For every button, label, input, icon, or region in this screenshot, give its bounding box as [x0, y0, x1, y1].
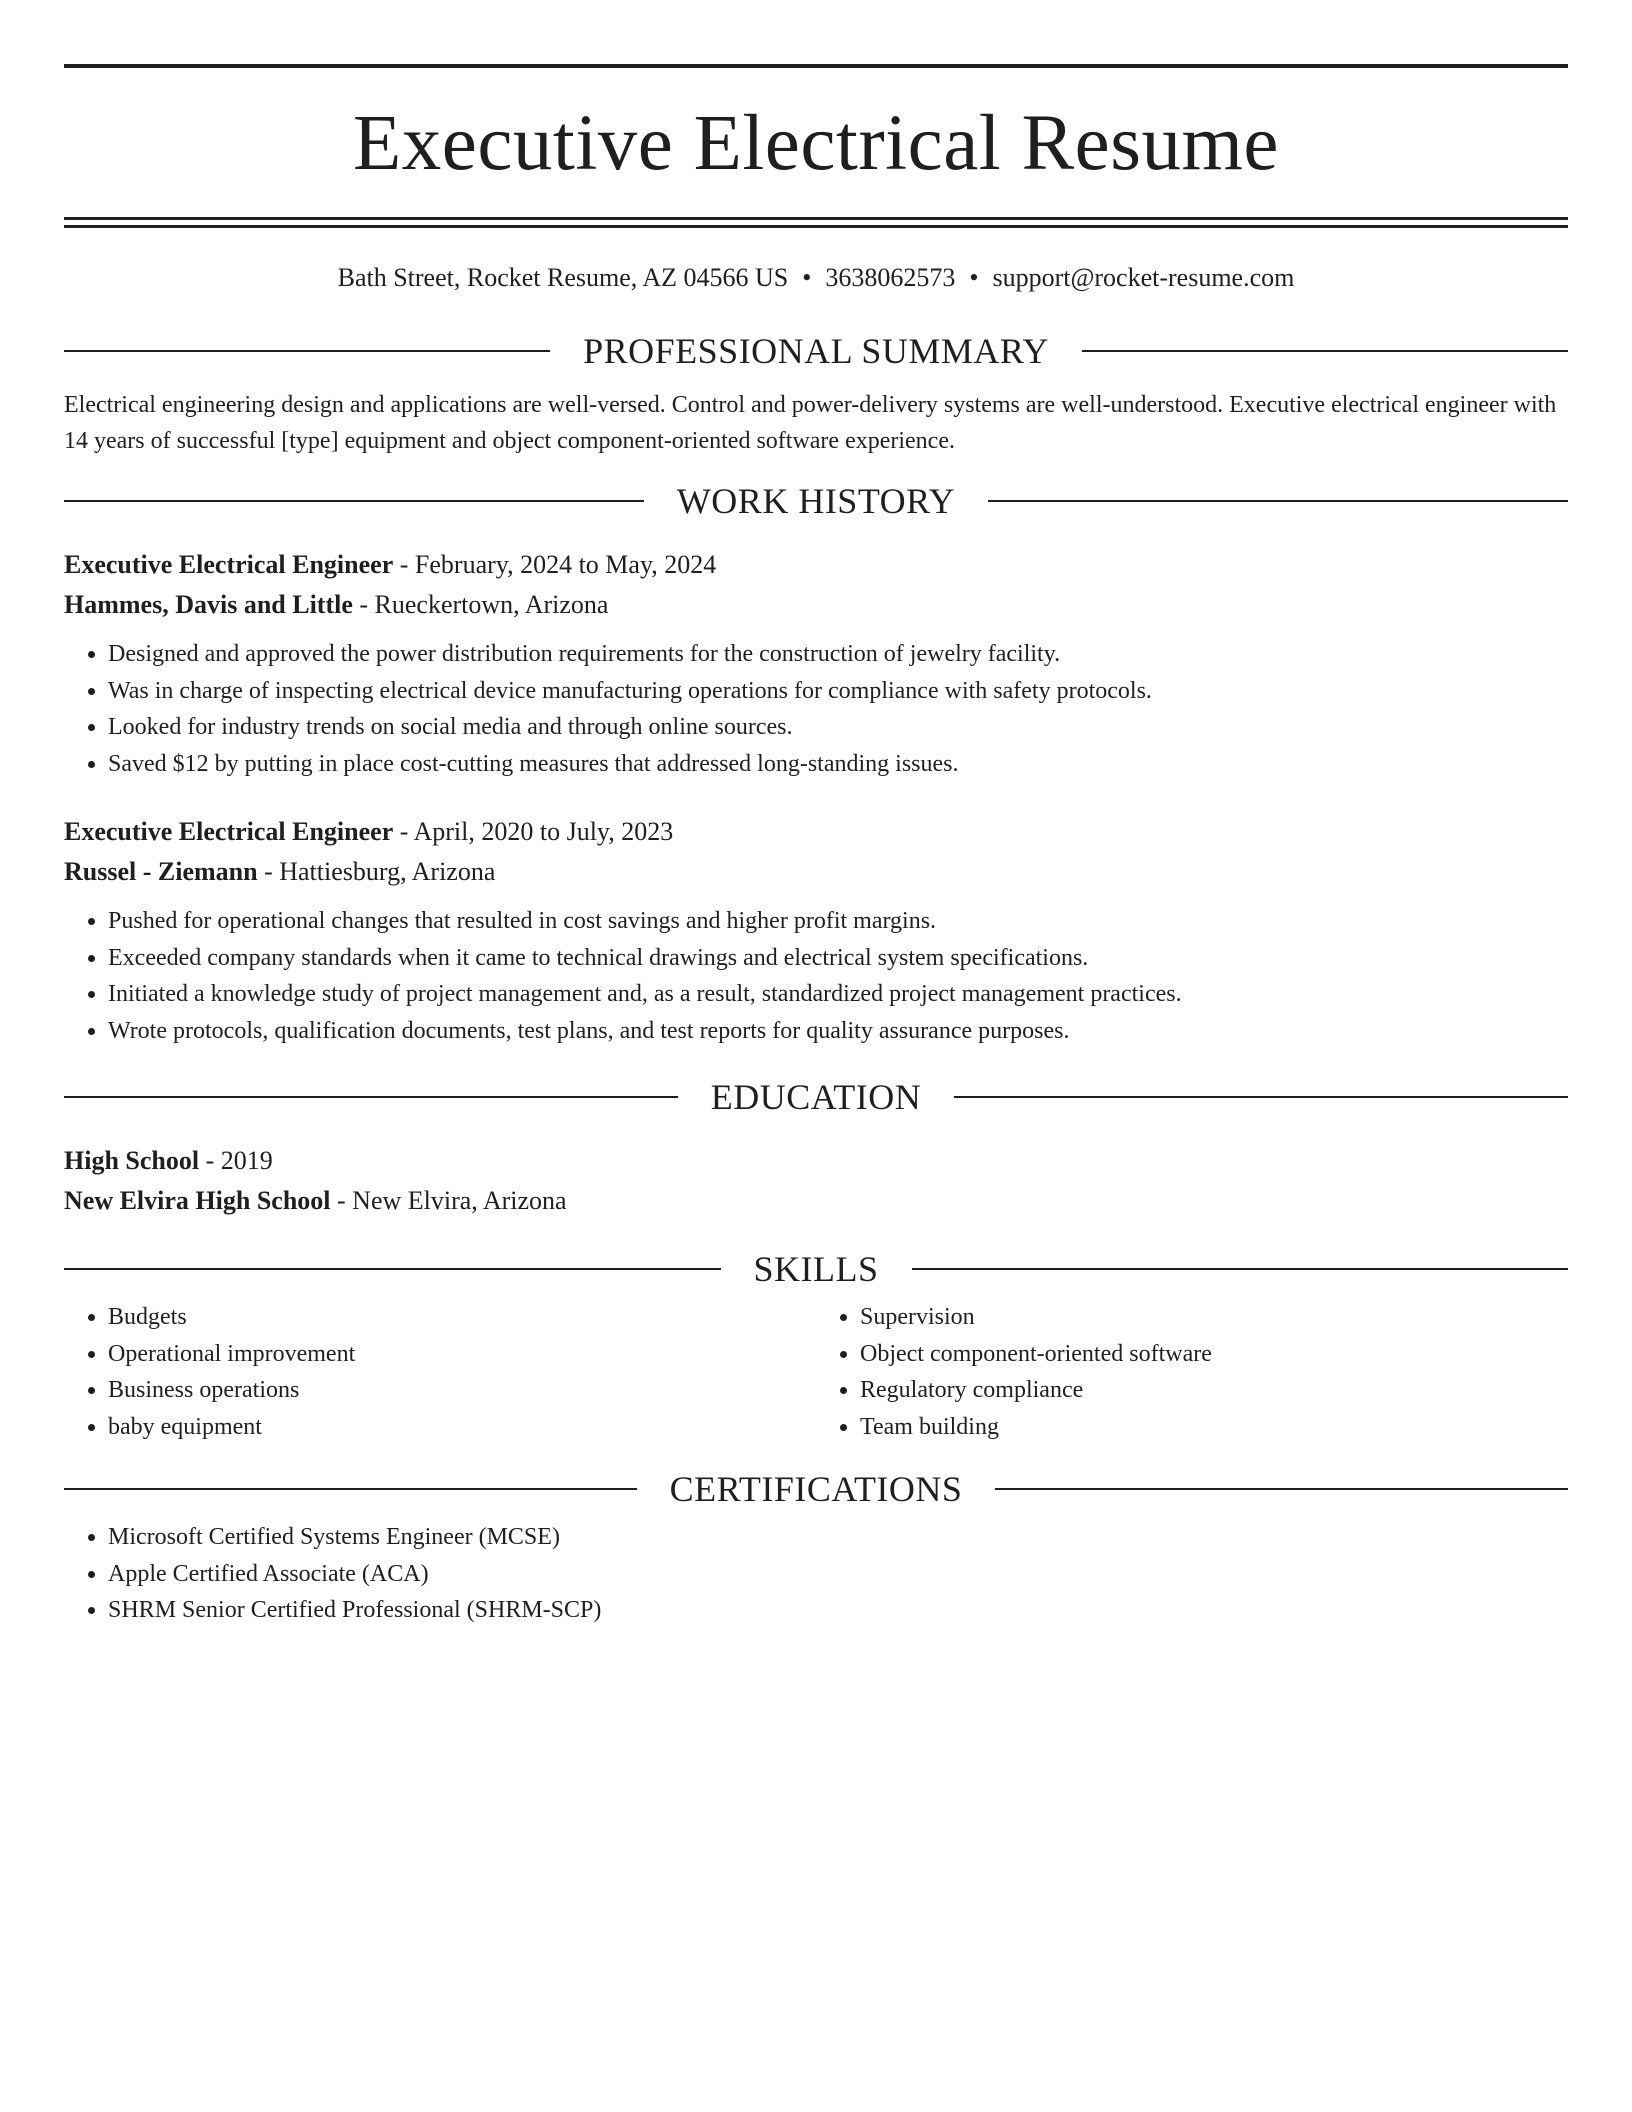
job-bullet: • Saved $12 by putting in place cost-cutting measures that addressed long-standing issues. [108, 746, 1568, 783]
job-title-line [64, 545, 1568, 585]
job-title-line [64, 812, 1568, 852]
section-heading-label: PROFESSIONAL SUMMARY [583, 331, 1049, 372]
job-company: Hammes, Davis and Little [64, 590, 353, 620]
job-company-line [64, 852, 1568, 892]
section-heading-label: WORK HISTORY [676, 481, 956, 522]
heading-rule [912, 1268, 1569, 1270]
heading-rule [64, 350, 550, 352]
certification-item: • SHRM Senior Certified Professional (SHRM-SCP) [108, 1592, 1568, 1629]
job-company-line [64, 585, 1568, 625]
contact-address: Bath Street, Rocket Resume, AZ 04566 US [337, 263, 789, 292]
education-entry [64, 1141, 1568, 1221]
job-entry [64, 812, 1568, 1049]
contact-email: support@rocket-resume.com [992, 263, 1295, 292]
job-dates: - April, 2020 to July, 2023 [393, 817, 674, 847]
job-bullet: • Designed and approved the power distribution requirements for the construction of jewelry facility. [108, 636, 1568, 673]
education-degree-line [64, 1141, 1568, 1181]
section-heading-education [64, 1077, 1568, 1118]
section-heading-skills [64, 1249, 1568, 1290]
job-bullet: • Initiated a knowledge study of project management and, as a result, standardized project management practices. [108, 976, 1568, 1013]
summary-text: Electrical engineering design and applications are well-versed. Control and power-delivery systems are well-understood. Executive electrical engineer with 14 years of successful [type] equipment and object component-oriented software experience. [64, 392, 1557, 455]
education-year: - 2019 [199, 1146, 273, 1176]
heading-rule [1082, 350, 1568, 352]
skill-item: • baby equipment [108, 1409, 816, 1446]
job-bullets [64, 636, 1568, 782]
contact-separator: • [802, 263, 812, 292]
heading-rule [64, 1268, 721, 1270]
heading-rule [64, 1488, 637, 1490]
job-location: - Hattiesburg, Arizona [257, 857, 496, 887]
job-title: Executive Electrical Engineer [64, 550, 394, 580]
job-bullets [64, 903, 1568, 1049]
heading-rule [995, 1488, 1568, 1490]
skill-item: • Operational improvement [108, 1336, 816, 1373]
header-double-rule [64, 217, 1568, 228]
heading-rule [64, 1096, 678, 1098]
job-bullet: • Was in charge of inspecting electrical device manufacturing operations for compliance with safety protocols. [108, 673, 1568, 710]
section-heading-work-history [64, 481, 1568, 522]
section-heading-summary [64, 331, 1568, 372]
job-entry [64, 545, 1568, 782]
job-bullet: • Wrote protocols, qualification documents, test plans, and test reports for quality assurance purposes. [108, 1013, 1568, 1050]
skill-item: • Regulatory compliance [860, 1372, 1568, 1409]
job-company: Russel - Ziemann [64, 857, 258, 887]
job-bullet: • Looked for industry trends on social media and through online sources. [108, 709, 1568, 746]
certification-item: • Apple Certified Associate (ACA) [108, 1556, 1568, 1593]
job-location: - Rueckertown, Arizona [352, 590, 609, 620]
contact-phone: 3638062573 [825, 263, 956, 292]
skill-item: • Budgets [108, 1299, 816, 1336]
contact-separator: • [969, 263, 979, 292]
job-bullet: • Pushed for operational changes that resulted in cost savings and higher profit margins. [108, 903, 1568, 940]
heading-rule [988, 500, 1568, 502]
section-heading-certifications [64, 1469, 1568, 1510]
section-heading-label: CERTIFICATIONS [669, 1469, 963, 1510]
section-heading-label: EDUCATION [710, 1077, 922, 1118]
job-bullet: • Exceeded company standards when it came to technical drawings and electrical system specifications. [108, 940, 1568, 977]
skills-column-right [816, 1299, 1568, 1445]
job-title: Executive Electrical Engineer [64, 817, 394, 847]
skill-item: • Team building [860, 1409, 1568, 1446]
contact-line [64, 262, 1568, 293]
header-top-rule [64, 64, 1568, 68]
education-location: - New Elvira, Arizona [330, 1186, 567, 1216]
education-school: New Elvira High School [64, 1186, 331, 1216]
skills-column-left [64, 1299, 816, 1445]
skill-item: • Business operations [108, 1372, 816, 1409]
heading-rule [954, 1096, 1568, 1098]
resume-title: Executive Electrical Resume [353, 100, 1279, 187]
skill-item: • Supervision [860, 1299, 1568, 1336]
certification-item: • Microsoft Certified Systems Engineer (MCSE) [108, 1519, 1568, 1556]
skill-item: • Object component-oriented software [860, 1336, 1568, 1373]
job-dates: - February, 2024 to May, 2024 [393, 550, 717, 580]
certifications-list [64, 1519, 1568, 1629]
education-school-line [64, 1181, 1568, 1221]
heading-rule [64, 500, 644, 502]
skills-grid [64, 1299, 1568, 1445]
section-heading-label: SKILLS [753, 1249, 879, 1290]
education-degree: High School [64, 1146, 200, 1176]
